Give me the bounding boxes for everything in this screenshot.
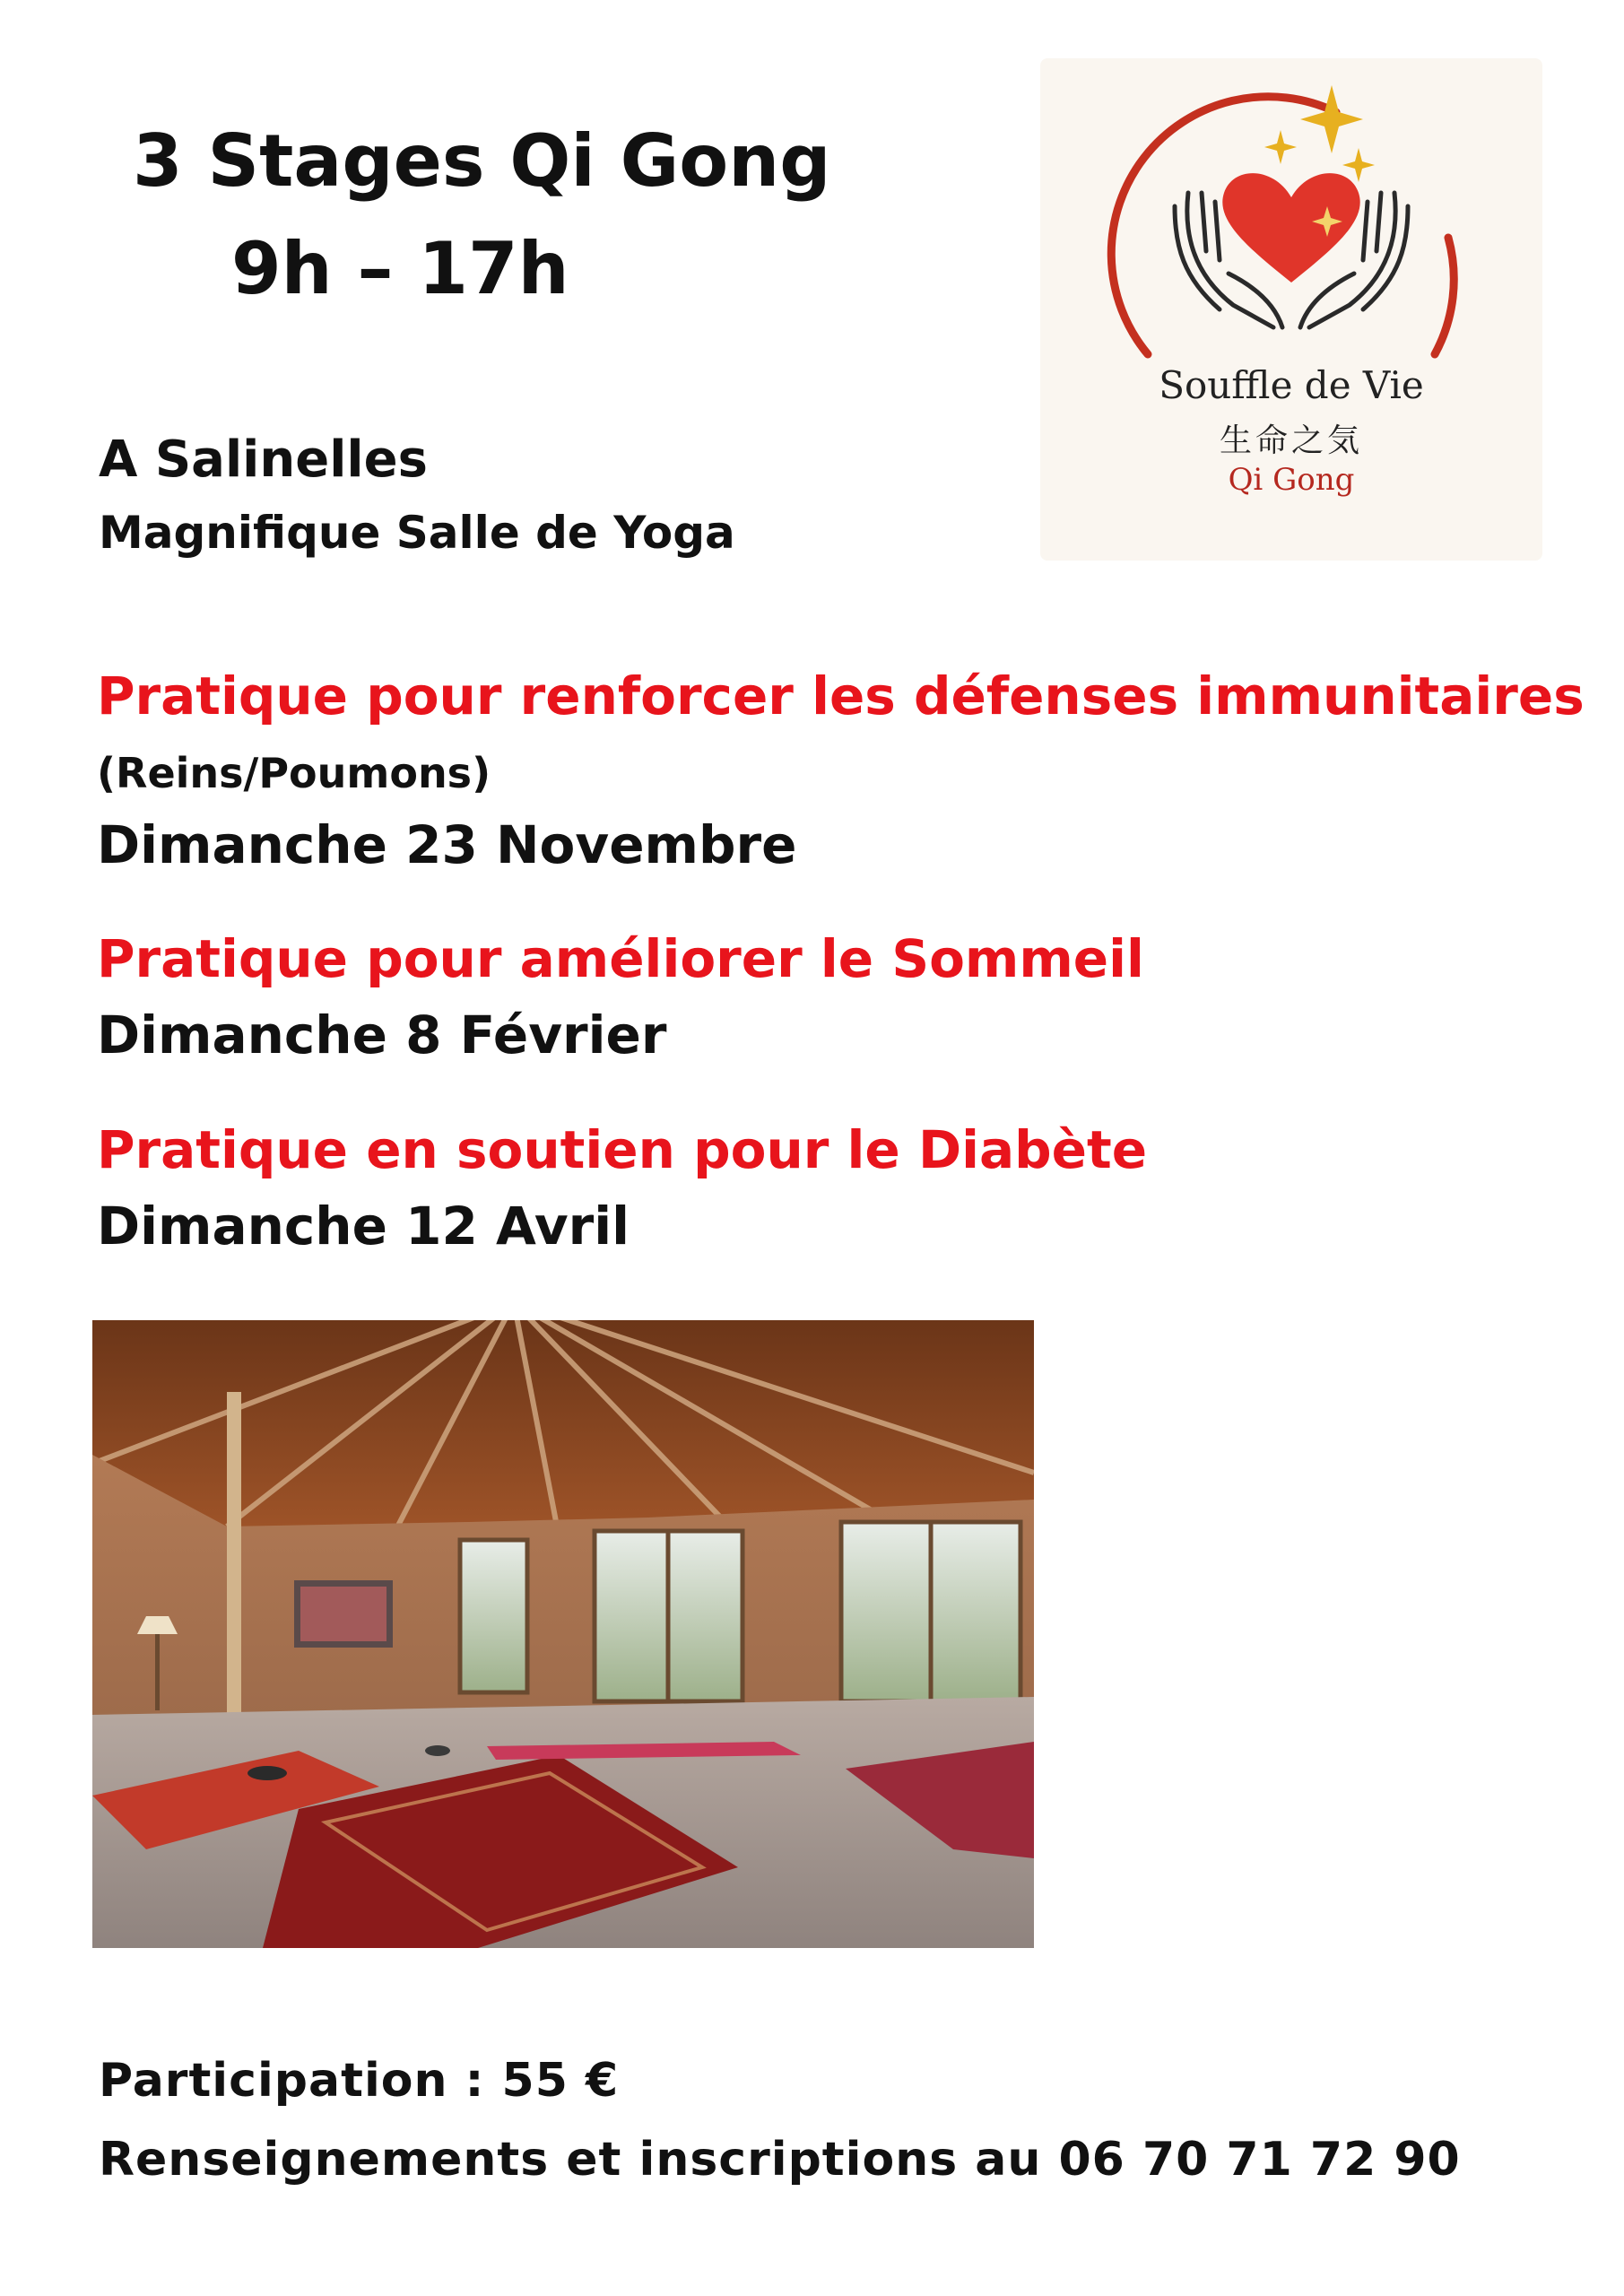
contact-info: Renseignements et inscriptions au 06 70 71 72 90: [99, 2133, 1461, 2187]
stage-1-title: Pratique pour renforcer les défenses immunitaires: [97, 665, 1585, 726]
logo-name: Souffle de Vie: [1159, 363, 1424, 407]
location-place: A Salinelles: [99, 430, 428, 489]
yoga-room-photo: [92, 1320, 1034, 1948]
stage-2-title: Pratique pour améliorer le Sommeil: [97, 928, 1144, 989]
price-info: Participation : 55 €: [99, 2054, 620, 2108]
stage-2-date: Dimanche 8 Février: [97, 1004, 667, 1065]
logo-subtitle: Qi Gong: [1228, 462, 1355, 498]
souffle-de-vie-logo: [1040, 58, 1542, 561]
location-venue: Magnifique Salle de Yoga: [99, 507, 735, 559]
stage-3-title: Pratique en soutien pour le Diabète: [97, 1119, 1148, 1180]
stage-1-date: Dimanche 23 Novembre: [97, 814, 797, 875]
stage-3-date: Dimanche 12 Avril: [97, 1196, 630, 1257]
stage-1-subtitle: (Reins/Poumons): [97, 749, 491, 797]
schedule-hours: 9h – 17h: [231, 227, 569, 310]
logo-chinese-text: 生命之気: [1219, 422, 1363, 459]
page-title: 3 Stages Qi Gong: [133, 119, 831, 203]
